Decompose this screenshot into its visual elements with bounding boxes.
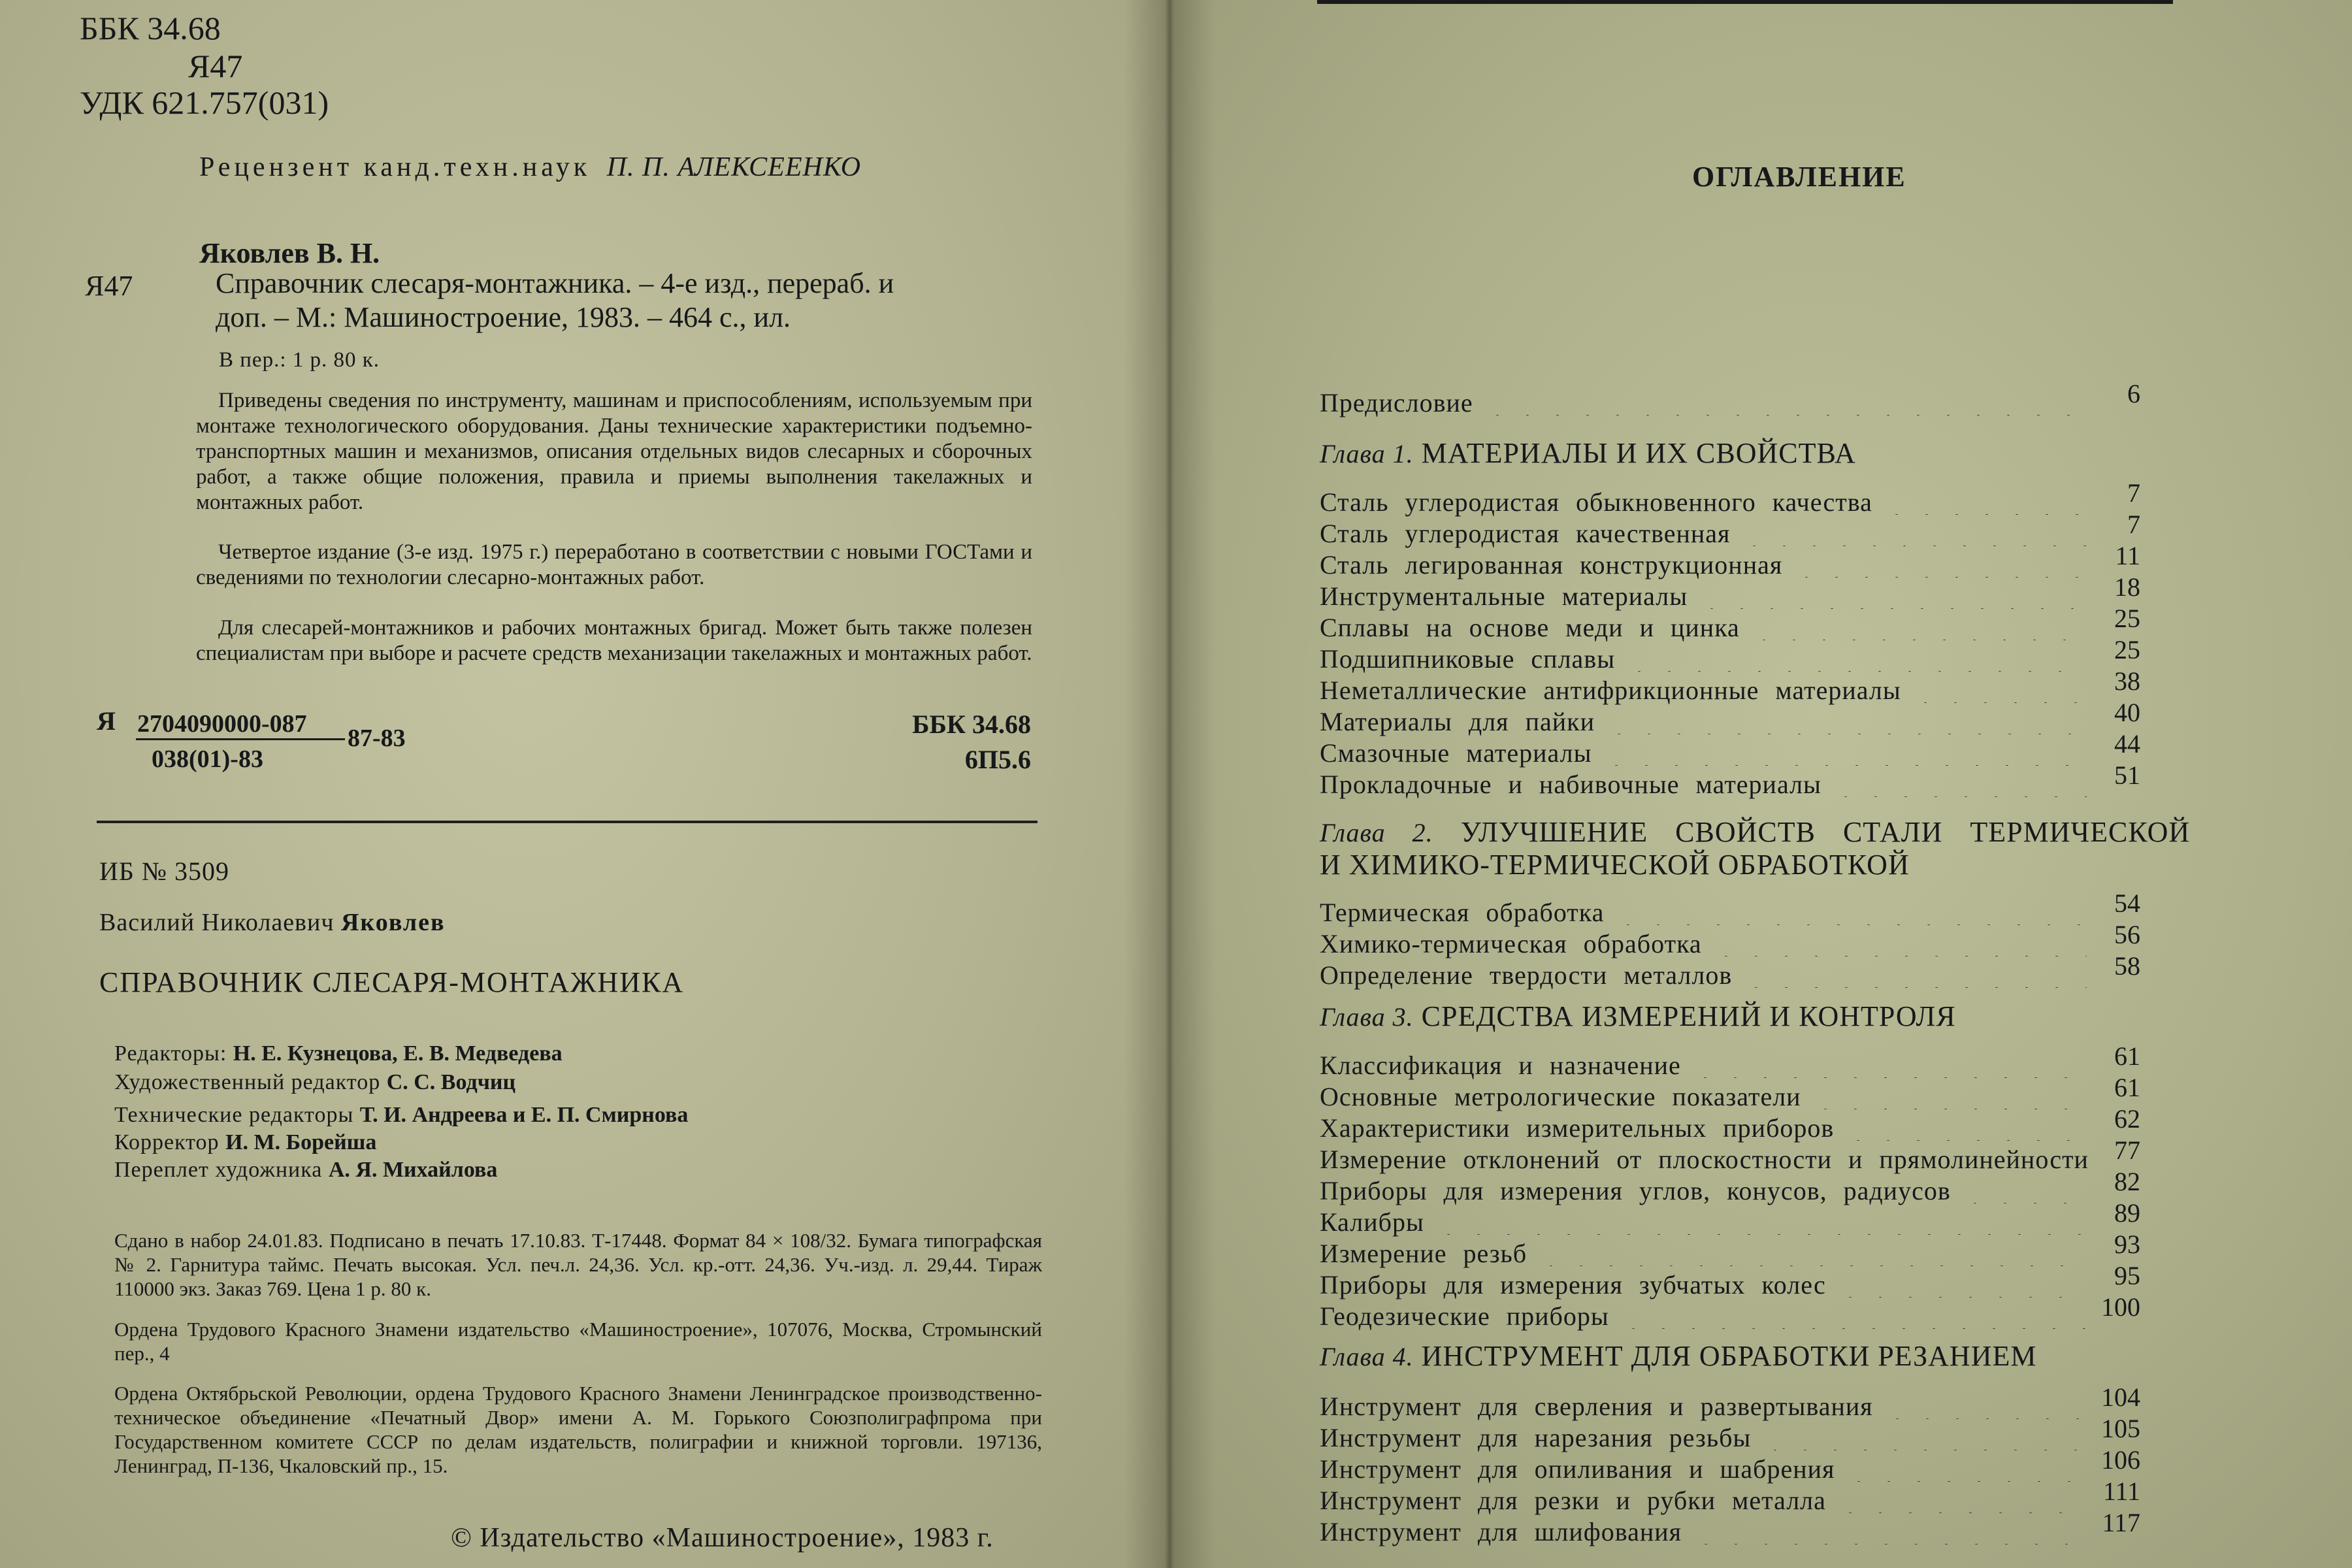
leader-dots — [1960, 1177, 2087, 1203]
toc-entry-page: 6 — [2127, 379, 2140, 408]
isbn-letter: Я — [97, 706, 116, 736]
toc-entry-page: 7 — [2127, 478, 2140, 508]
toc-entry-title: Инструмент для сверления и развертывания — [1320, 1392, 1873, 1421]
annotation-paragraph-3: Для слесарей-монтажников и рабочих монтажных бригад. Может быть также полезен специалистам при выборе и расчете средств механизации такелажных и монтажных работ. — [196, 616, 1032, 665]
toc-entry-page: 100 — [2101, 1292, 2140, 1322]
printer-info: Ордена Октябрьской Революции, ордена Трудового Красного Знамени Ленинградское производственно-техническое объединение «Печатный Двор» имени А. М. Горького Союзполиграфпрома при Государственном комитете СССР по делам издательств, полиграфии и книжной торговли. 197136, Ленинград, П-136, Чкаловский пр., 15. — [114, 1382, 1042, 1477]
toc-entry-title: Геодезические приборы — [1320, 1301, 1609, 1331]
toc-entry-page: 7 — [2127, 510, 2140, 539]
copyright: © Издательство «Машиностроение», 1983 г. — [451, 1523, 994, 1553]
toc-entry — [1320, 604, 2140, 643]
toc-entry-page: 56 — [2114, 920, 2140, 949]
toc-entry-page: 61 — [2114, 1073, 2140, 1102]
top-rule — [1317, 0, 2173, 4]
toc-entry-page: 111 — [2102, 1477, 2140, 1506]
leader-dots — [1810, 1083, 2087, 1109]
chapter-4-heading — [1320, 1339, 2036, 1373]
leader-dots — [1835, 1487, 2087, 1513]
isbn-numerator: 2704090000-087 — [137, 710, 307, 738]
toc-entry — [1320, 1414, 2140, 1453]
editors-names: Н. Е. Кузнецова, Е. В. Медведева — [233, 1041, 563, 1066]
leader-dots — [1690, 1052, 2087, 1078]
toc-entry — [1320, 1292, 2140, 1331]
leader-dots — [1482, 389, 2087, 416]
bbk-bottom: ББК 34.68 — [912, 710, 1031, 739]
chapter-label: Глава 2. — [1320, 818, 1433, 847]
price: В пер.: 1 р. 80 к. — [219, 348, 380, 372]
toc-entry-title: Инструмент для опиливания и шабрения — [1320, 1454, 1835, 1484]
toc-entry-title: Сталь углеродистая качественная — [1320, 519, 1731, 548]
toc-entry-page: 62 — [2114, 1104, 2140, 1134]
leader-dots — [1760, 1424, 2087, 1450]
toc-entry — [1320, 1104, 2140, 1143]
toc-entry-title: Термическая обработка — [1320, 898, 1605, 927]
toc-title: ОГЛАВЛЕНИЕ — [1692, 161, 1906, 193]
leader-dots — [1749, 614, 2087, 640]
toc-entry-page: 61 — [2114, 1041, 2140, 1071]
toc-entry-page: 93 — [2114, 1230, 2140, 1259]
toc-entry-title: Сталь углеродистая обыкновенного качества — [1320, 487, 1872, 517]
leader-dots — [1844, 1456, 2087, 1482]
leader-dots — [1831, 771, 2087, 797]
binding-artist: А. Я. Михайлова — [328, 1158, 498, 1182]
book-title: СПРАВОЧНИК СЛЕСАРЯ-МОНТАЖНИКА — [99, 966, 685, 998]
toc-entry — [1320, 666, 2140, 706]
toc-entry — [1320, 1167, 2140, 1206]
toc-entry-page: 58 — [2114, 951, 2140, 981]
corrector-label: Корректор — [114, 1130, 220, 1154]
leader-dots — [1618, 1303, 2087, 1329]
annotation-paragraph-1: Приведены сведения по инструменту, машинам и приспособлениям, используемым при монтаже технологического оборудования. Даны технические характеристики подъемно-транспортных машин и механизмов, описания отдельных видов слесарных и сборочных работ, а также общие положения, правила и приемы выполнения такелажных и монтажных работ. — [196, 389, 1032, 514]
print-info: Сдано в набор 24.01.83. Подписано в печать 17.10.83. Т-17448. Формат 84 × 108/32. Бумага типографская № 2. Гарнитура таймс. Печать высокая. Усл. печ.л. 24,36. Усл. кр.-отт. 24,36. Уч.-изд. л. 29,44. Тираж 110000 экз. Заказ 769. Цена 1 р. 80 к. — [114, 1229, 1042, 1300]
chapter-title-2: И ХИМИКО-ТЕРМИЧЕСКОЙ ОБРАБОТКОЙ — [1320, 849, 1910, 881]
toc-entry-page: 95 — [2114, 1261, 2140, 1290]
leader-dots — [1882, 1393, 2087, 1419]
leader-dots — [1613, 899, 2087, 925]
editors-label: Редакторы: — [114, 1041, 227, 1066]
right-page — [1169, 0, 2352, 1568]
toc-entry-page: 25 — [2114, 635, 2140, 664]
leader-dots — [1433, 1209, 2087, 1235]
chapter-2-heading — [1320, 815, 2190, 849]
leader-dots — [1536, 1240, 2087, 1266]
toc-entry — [1320, 635, 2140, 674]
binding-line — [114, 1158, 497, 1183]
art-editor-name: С. С. Водчиц — [386, 1070, 516, 1094]
toc-entry — [1320, 572, 2140, 612]
art-editor-label: Художественный редактор — [114, 1070, 381, 1094]
leader-dots — [1604, 708, 2087, 734]
tech-editors-label: Технические редакторы — [114, 1103, 354, 1127]
toc-entry-title: Инструмент для нарезания резьбы — [1320, 1423, 1752, 1452]
chapter-label: Глава 3. — [1320, 1002, 1414, 1032]
bibliographic-title-line-2: доп. – М.: Машиностроение, 1983. – 464 с., ил. — [216, 301, 791, 333]
toc-entry-title: Инструментальные материалы — [1320, 581, 1688, 611]
toc-entry — [1320, 1382, 2140, 1422]
author-full-name — [99, 908, 446, 937]
tech-editors-names: Т. И. Андреева и Е. П. Смирнова — [359, 1103, 689, 1127]
author-mark: Я47 — [188, 48, 243, 84]
bbk-bottom-block — [912, 707, 1031, 777]
toc-entry-title: Калибры — [1320, 1207, 1424, 1237]
left-page — [0, 0, 1169, 1568]
art-editor-line — [114, 1070, 515, 1095]
toc-entry-title: Материалы для пайки — [1320, 707, 1595, 736]
toc-entry — [1320, 1073, 2140, 1112]
toc-entry-title: Прокладочные и набивочные материалы — [1320, 770, 1821, 799]
toc-entry-title: Инструмент для шлифования — [1320, 1517, 1682, 1546]
toc-entry-title: Определение твердости металлов — [1320, 960, 1733, 990]
bbk-code: ББК 34.68 — [80, 10, 221, 46]
editors-line — [114, 1041, 563, 1066]
chapter-title: УЛУЧШЕНИЕ СВОЙСТВ СТАЛИ ТЕРМИЧЕСКОЙ — [1460, 816, 2191, 848]
annotation-paragraph-2: Четвертое издание (3-е изд. 1975 г.) переработано в соответствии с новыми ГОСТами и сведениями по технологии слесарно-монтажных работ. — [196, 540, 1032, 589]
chapter-label: Глава 1. — [1320, 439, 1414, 468]
entry-index: Я47 — [85, 270, 133, 302]
toc-entry-title: Химико-термическая обработка — [1320, 929, 1702, 958]
toc-entry — [1320, 541, 2140, 580]
toc-entry-page: 11 — [2115, 541, 2140, 570]
toc-entry-page: 106 — [2101, 1445, 2140, 1475]
toc-entry-page: 117 — [2102, 1508, 2140, 1537]
toc-entry-title: Инструмент для резки и рубки металла — [1320, 1486, 1826, 1515]
chapter-2-heading-line-2 — [1320, 848, 1910, 881]
toc-entry — [1320, 1041, 2140, 1081]
toc-entry-page: 77 — [2114, 1135, 2140, 1165]
tech-editors-line — [114, 1103, 688, 1128]
chapter-3-heading — [1320, 1000, 1956, 1033]
toc-entry — [1320, 478, 2140, 517]
leader-dots — [1739, 520, 2087, 546]
leader-dots — [1624, 645, 2087, 672]
toc-entry-title: Характеристики измерительных приборов — [1320, 1113, 1835, 1143]
toc-entry — [1320, 1135, 2140, 1175]
toc-entry-title: Сплавы на основе меди и цинка — [1320, 613, 1740, 642]
toc-entry-title: Основные метрологические показатели — [1320, 1082, 1801, 1111]
toc-entry-page: 54 — [2114, 889, 2140, 918]
toc-entry-title: Смазочные материалы — [1320, 738, 1592, 768]
toc-entry — [1320, 1445, 2140, 1484]
toc-entry-title: Классификация и назначение — [1320, 1051, 1681, 1080]
toc-entry-title: Сталь легированная конструкционная — [1320, 550, 1783, 580]
leader-dots — [1711, 930, 2087, 956]
leader-dots — [1601, 740, 2087, 766]
leader-dots — [1741, 962, 2087, 988]
toc-entry-title: Подшипниковые сплавы — [1320, 644, 1616, 674]
reviewer-name: П. П. АЛЕКСЕЕНКО — [606, 152, 862, 182]
toc-entry-title: Приборы для измерения зубчатых колес — [1320, 1270, 1826, 1299]
author-heading: Яковлев В. Н. — [199, 237, 380, 269]
toc-entry — [1320, 1508, 2140, 1547]
chapter-title: ИНСТРУМЕНТ ДЛЯ ОБРАБОТКИ РЕЗАНИЕМ — [1421, 1340, 2037, 1372]
toc-entry — [1320, 1261, 2140, 1300]
ib-number: ИБ № 3509 — [99, 857, 230, 886]
toc-entry-page: 40 — [2114, 698, 2140, 727]
toc-entry-page: 44 — [2114, 729, 2140, 759]
toc-entry-page: 18 — [2114, 572, 2140, 602]
toc-entry — [1320, 760, 2140, 800]
leader-dots — [1697, 583, 2087, 609]
toc-entry-page: 38 — [2114, 666, 2140, 696]
leader-dots — [1835, 1271, 2087, 1298]
isbn-denominator: 038(01)-83 — [152, 745, 263, 773]
corrector-name: И. М. Борейша — [225, 1130, 377, 1154]
toc-entry-title: Неметаллические антифрикционные материалы — [1320, 676, 1901, 705]
chapter-1-heading — [1320, 436, 1856, 470]
toc-entry-page: 104 — [2101, 1382, 2140, 1412]
toc-entry — [1320, 1230, 2140, 1269]
toc-entry — [1320, 729, 2140, 768]
leader-dots — [1791, 551, 2087, 578]
binding-label: Переплет художника — [114, 1158, 323, 1182]
toc-entry-title: Измерение резьб — [1320, 1239, 1527, 1268]
leader-dots — [1882, 489, 2087, 515]
toc-entry — [1320, 698, 2140, 737]
toc-entry — [1320, 951, 2140, 990]
isbn-code: 87-83 — [348, 725, 406, 752]
toc-entry — [1320, 1477, 2140, 1516]
toc-entry-page: 51 — [2114, 760, 2140, 790]
udk-code: УДК 621.757(031) — [80, 84, 329, 121]
toc-entry — [1320, 1198, 2140, 1237]
toc-entry-page: 25 — [2114, 604, 2140, 633]
bibliographic-title-line-1: Справочник слесаря-монтажника. – 4-е изд., перераб. и — [216, 267, 894, 299]
toc-entry-page: 105 — [2101, 1414, 2140, 1443]
bbk-bottom-2: 6П5.6 — [964, 745, 1031, 774]
leader-dots — [1910, 677, 2087, 703]
author-last-name: Яковлев — [340, 909, 446, 936]
reviewer-line — [199, 152, 861, 183]
toc-entry-page: 89 — [2114, 1198, 2140, 1228]
chapter-label: Глава 4. — [1320, 1342, 1414, 1371]
toc-entry-title: Измерение отклонений от плоскостности и прямолинейности — [1320, 1145, 2089, 1174]
toc-entry-page: 82 — [2114, 1167, 2140, 1196]
fraction-line — [136, 738, 345, 740]
publisher-info: Ордена Трудового Красного Знамени издательство «Машиностроение», 107076, Москва, Стромынский пер., 4 — [114, 1318, 1042, 1365]
divider — [97, 821, 1037, 823]
toc-entry — [1320, 920, 2140, 959]
toc-entry-title: Приборы для измерения углов, конусов, радиусов — [1320, 1176, 1951, 1205]
chapter-title: СРЕДСТВА ИЗМЕРЕНИЙ И КОНТРОЛЯ — [1421, 1000, 1956, 1032]
leader-dots — [1843, 1115, 2087, 1141]
author-first-names: Василий Николаевич — [99, 909, 335, 936]
chapter-title: МАТЕРИАЛЫ И ИХ СВОЙСТВА — [1421, 437, 1856, 469]
toc-entry — [1320, 889, 2140, 928]
toc-entry — [1320, 510, 2140, 549]
toc-entry — [1320, 379, 2140, 418]
leader-dots — [1691, 1518, 2087, 1544]
reviewer-label: Рецензент канд.техн.наук — [199, 152, 591, 182]
corrector-line — [114, 1130, 376, 1155]
toc-entry-title: Предисловие — [1320, 388, 1473, 417]
